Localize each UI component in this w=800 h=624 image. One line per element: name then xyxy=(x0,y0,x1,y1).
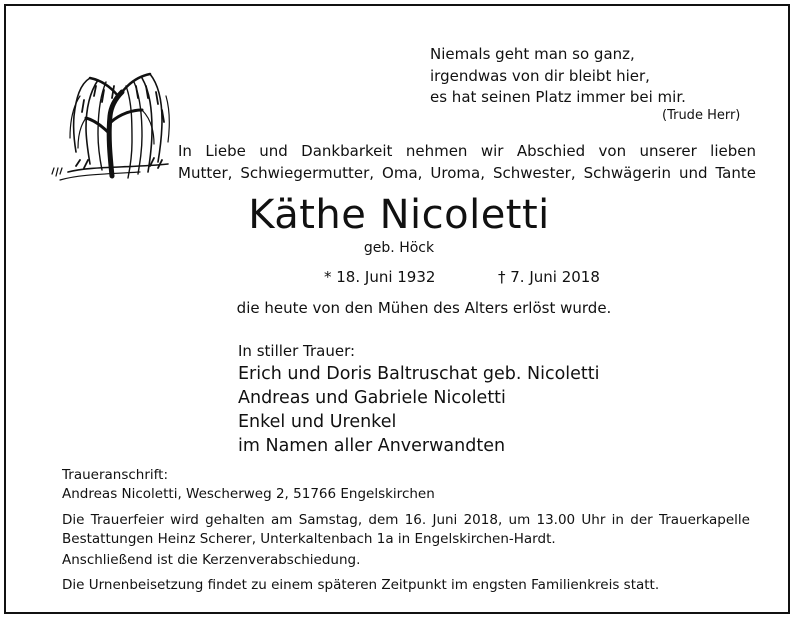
address-title: Traueranschrift: xyxy=(62,467,168,483)
mourner-name: im Namen aller Anverwandten xyxy=(238,436,506,456)
maiden-name: geb. Höck xyxy=(363,240,435,256)
quote-line: Niemals geht man so ganz, xyxy=(430,45,635,63)
candles-info: Anschließend ist die Kerzenverabschiedung. xyxy=(62,552,361,568)
mourner-name: Erich und Doris Baltruschat geb. Nicoletti xyxy=(238,364,600,384)
urn-info: Die Urnenbeisetzung findet zu einem späteren Zeitpunkt im engsten Familienkreis statt. xyxy=(62,577,660,593)
quote xyxy=(430,44,686,109)
ceremony-line: Die Trauerfeier wird gehalten am Samstag, dem 16. Juni 2018, um 13.00 Uhr in der Trauerkapelle xyxy=(62,512,750,528)
quote-author: (Trude Herr) xyxy=(662,108,741,123)
quote-line: es hat seinen Platz immer bei mir. xyxy=(430,88,686,106)
address: Andreas Nicoletti, Wescherweg 2, 51766 Engelskirchen xyxy=(62,486,435,502)
ceremony-info xyxy=(62,511,750,549)
intro-line: In Liebe und Dankbarkeit nehmen wir Abschied von unserer lieben xyxy=(178,142,756,160)
mourner-name: Andreas und Gabriele Nicoletti xyxy=(238,388,506,408)
relief-text: die heute von den Mühen des Alters erlöst wurde. xyxy=(236,299,612,317)
mourners-list xyxy=(238,362,599,458)
ceremony-line: Bestattungen Heinz Scherer, Unterkaltenbach 1a in Engelskirchen-Hardt. xyxy=(62,531,556,547)
mourning-heading: In stiller Trauer: xyxy=(238,342,356,360)
quote-line: irgendwas von dir bleibt hier, xyxy=(430,66,650,85)
birth-date: * 18. Juni 1932 xyxy=(324,268,436,286)
intro-line: Mutter, Schwiegermutter, Oma, Uroma, Schwester, Schwägerin und Tante xyxy=(178,164,756,182)
mourner-name: Enkel und Urenkel xyxy=(238,412,397,432)
death-date: † 7. Juni 2018 xyxy=(498,268,600,286)
weeping-willow-icon xyxy=(50,56,178,186)
obituary-frame xyxy=(4,4,790,614)
deceased-name: Käthe Nicoletti xyxy=(248,192,550,238)
